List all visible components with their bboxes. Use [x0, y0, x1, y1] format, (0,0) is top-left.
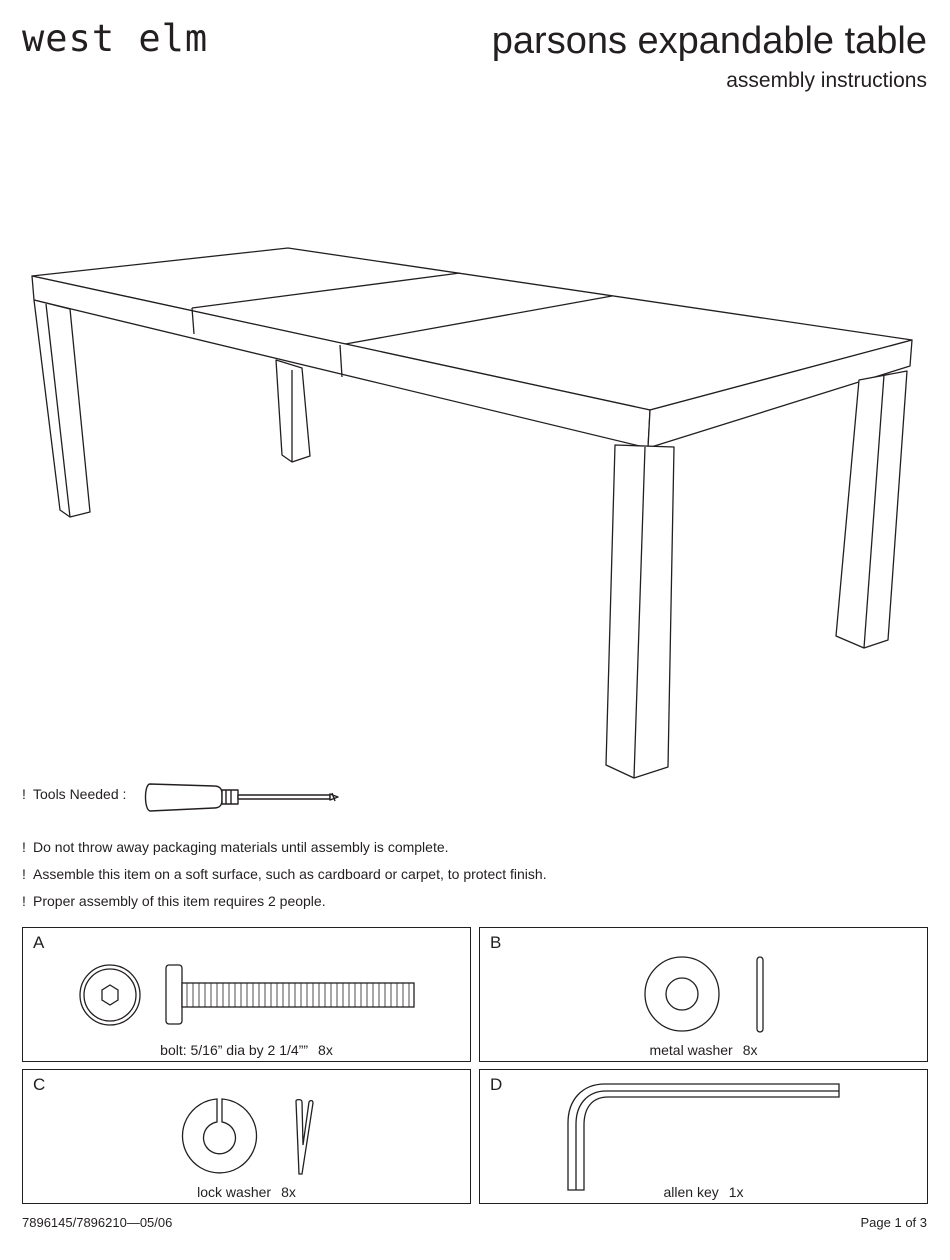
part-letter: C [33, 1075, 46, 1094]
part-description: metal washer [649, 1042, 733, 1058]
part-description: lock washer [197, 1184, 272, 1200]
part-caption [23, 1185, 470, 1199]
page-subtitle: assembly instructions [726, 69, 927, 92]
part-caption [480, 1043, 927, 1057]
part-box-b [479, 927, 928, 1062]
part-description: bolt: 5/16” dia by 2 1/4”” [160, 1042, 309, 1058]
part-letter: D [490, 1075, 503, 1094]
part-quantity: 8x [742, 1042, 758, 1058]
screwdriver-icon [142, 778, 347, 818]
tools-label-text: Tools Needed : [33, 786, 127, 802]
part-description: allen key [663, 1184, 719, 1200]
table-illustration-icon [0, 230, 950, 790]
part-letter: B [490, 933, 502, 952]
note-marker: ! [22, 786, 26, 802]
part-caption [23, 1043, 470, 1057]
tools-needed-label [22, 787, 126, 801]
part-box-c [22, 1069, 471, 1204]
note-soft-surface: ! Assemble this item on a soft surface, such as cardboard or carpet, to protect finish. [22, 866, 547, 882]
part-quantity: 1x [728, 1184, 744, 1200]
note-two-people: ! Proper assembly of this item requires 2 people. [22, 893, 326, 909]
note-packaging: ! Do not throw away packaging materials until assembly is complete. [22, 839, 449, 855]
part-box-d [479, 1069, 928, 1204]
part-quantity: 8x [281, 1184, 296, 1200]
page-number: Page 1 of 3 [860, 1215, 927, 1230]
page-title: parsons expandable table [491, 20, 927, 62]
brand-logo: west elm [22, 17, 209, 60]
part-letter: A [33, 933, 45, 952]
part-caption [480, 1185, 927, 1199]
document-code: 7896145/7896210—05/06 [22, 1215, 173, 1230]
part-quantity: 8x [318, 1042, 333, 1058]
part-box-a [22, 927, 471, 1062]
